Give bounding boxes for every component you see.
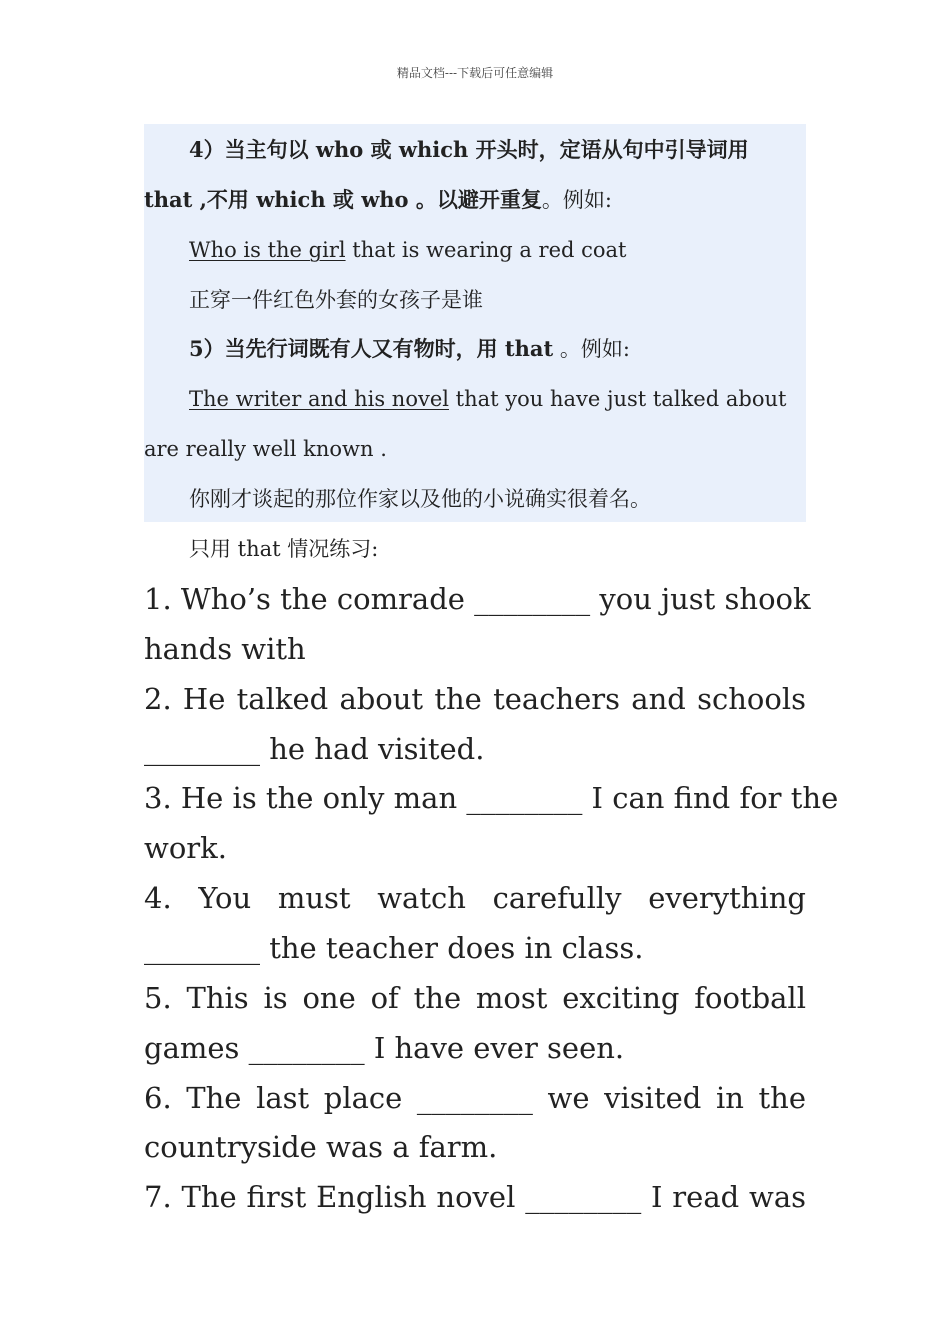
rule-4-heading: 4）当主句以 who 或 which 开头时，定语从句中引导词用 (189, 137, 749, 162)
rule-4-translation: 正穿一件红色外套的女孩子是谁 (189, 288, 483, 312)
rule-5-example (189, 384, 806, 414)
rule-5-example-label: 。例如: (553, 337, 630, 361)
rule-4-heading-cont (144, 185, 806, 215)
rule-5-example-rest: that you have just talked about (448, 387, 787, 411)
exercise-line: hands with (144, 632, 306, 666)
rule-5-translation: 你刚才谈起的那位作家以及他的小说确实很着名。 (189, 487, 651, 511)
page-header: 精品文档---下载后可任意编辑 (396, 66, 554, 80)
exercise-line: countryside was a farm. (144, 1130, 498, 1164)
rule-4-example-label: 。例如: (541, 188, 612, 212)
rule-4-example-rest: that is wearing a red coat (345, 238, 627, 262)
rule-5-example-underlined: The writer and his novel (189, 387, 449, 411)
rule-4-bold-text: that ,不用 which 或 who 。以避开重复 (144, 187, 542, 212)
rule-4-example (189, 235, 806, 265)
exercise-line: 1. Who’s the comrade ________ you just shook (144, 582, 811, 616)
rule-5-example-cont: are really well known . (144, 437, 387, 461)
exercise-line: 3. He is the only man ________ I can find for the (144, 781, 839, 815)
rule-4-example-underlined: Who is the girl (189, 238, 346, 262)
exercise-line: 5. This is one of the most exciting football (144, 981, 806, 1015)
exercise-line: 4. You must watch carefully everything (144, 881, 806, 915)
exercise-line: ________ he had visited. (144, 732, 485, 766)
exercise-line: work. (144, 831, 227, 865)
exercise-line: 2. He talked about the teachers and schools (144, 682, 806, 716)
exercise-line: 7. The first English novel ________ I read was (144, 1180, 806, 1214)
rule-5-bold-text: 5）当先行词既有人又有物时，用 that (189, 336, 554, 361)
exercise-line: 6. The last place ________ we visited in the (144, 1081, 806, 1115)
exercise-title: 只用 that 情况练习: (189, 537, 379, 561)
exercise-line: games ________ I have ever seen. (144, 1031, 625, 1065)
exercise-line: ________ the teacher does in class. (144, 931, 644, 965)
rule-5-heading (189, 334, 806, 364)
